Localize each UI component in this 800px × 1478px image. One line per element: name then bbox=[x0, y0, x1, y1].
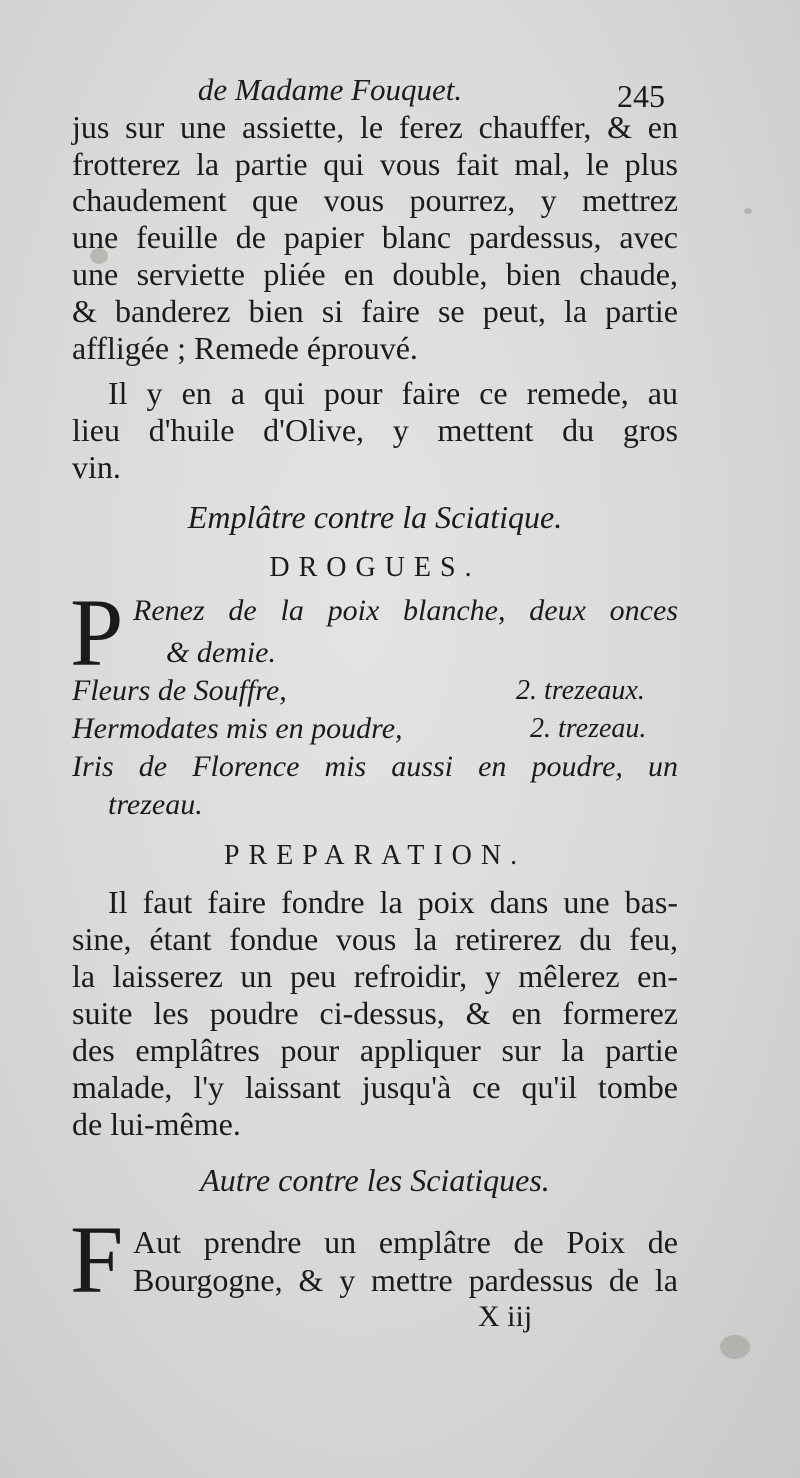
text-line: & banderez bien si faire se peut, la partie bbox=[72, 293, 678, 329]
drop-cap: F bbox=[70, 1206, 124, 1313]
text-line: Il faut faire fondre la poix dans une bas- bbox=[108, 884, 678, 920]
text-line: la laisserez un peu refroidir, y mêlerez en- bbox=[72, 958, 678, 994]
ingredient-name: Iris de Florence mis aussi en poudre, un bbox=[72, 750, 678, 783]
ingredient-name: Fleurs de Souffre, bbox=[72, 674, 287, 707]
recipe-line: Renez de la poix blanche, deux onces bbox=[133, 594, 678, 627]
recipe-line: & demie. bbox=[166, 636, 276, 669]
text-line: une feuille de papier blanc pardessus, avec bbox=[72, 219, 678, 255]
text-line: une serviette pliée en double, bien chaude, bbox=[72, 256, 678, 292]
section-title: Emplâtre contre la Sciatique. bbox=[187, 499, 563, 535]
ingredient-amount: 2. trezeaux. bbox=[516, 675, 645, 706]
section-title: Autre contre les Sciatiques. bbox=[200, 1162, 550, 1198]
drop-cap: P bbox=[70, 579, 124, 686]
text-line: affligée ; Remede éprouvé. bbox=[72, 330, 418, 366]
preparation-heading: PREPARATION. bbox=[223, 840, 527, 871]
text-line: frotterez la partie qui vous fait mal, le plus bbox=[72, 146, 678, 182]
text-line: sine, étant fondue vous la retirerez du feu, bbox=[72, 921, 678, 957]
ingredient-amount: 2. trezeau. bbox=[530, 713, 647, 744]
text-line: chaudement que vous pourrez, y mettrez bbox=[72, 182, 678, 218]
ingredient-continuation: trezeau. bbox=[108, 788, 203, 821]
text-line: Aut prendre un emplâtre de Poix de bbox=[133, 1224, 678, 1260]
ingredient-name: Hermodates mis en poudre, bbox=[72, 712, 403, 745]
running-title: de Madame Fouquet. bbox=[197, 72, 463, 107]
text-line: jus sur une assiette, le ferez chauffer, & en bbox=[72, 109, 678, 145]
page-number: 245 bbox=[617, 78, 665, 114]
text-line: Bourgogne, & y mettre pardessus de la bbox=[133, 1262, 678, 1298]
text-line: des emplâtres pour appliquer sur la partie bbox=[72, 1032, 678, 1068]
drogues-heading: DROGUES. bbox=[269, 552, 481, 583]
paper-speck bbox=[720, 1335, 750, 1359]
paper-speck bbox=[744, 208, 752, 214]
signature-mark: X iij bbox=[478, 1300, 533, 1333]
text-line: malade, l'y laissant jusqu'à ce qu'il tombe bbox=[72, 1069, 678, 1105]
text-line: Il y en a qui pour faire ce remede, au bbox=[108, 375, 678, 411]
text-line: lieu d'huile d'Olive, y mettent du gros bbox=[72, 412, 678, 448]
text-line: suite les poudre ci-dessus, & en formerez bbox=[72, 995, 678, 1031]
text-line: de lui-même. bbox=[72, 1106, 241, 1142]
text-line: vin. bbox=[72, 449, 121, 485]
